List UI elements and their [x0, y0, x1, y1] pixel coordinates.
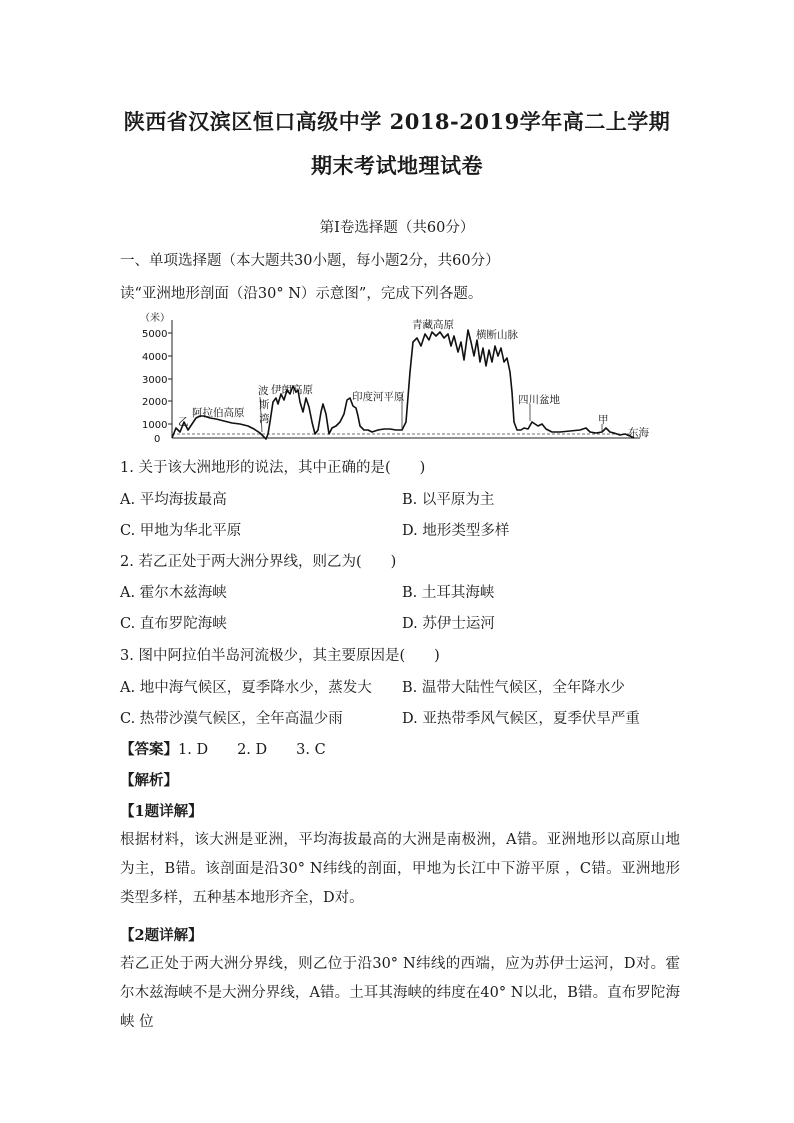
terrain-profile-line — [172, 330, 634, 439]
label-hengduan: 横断山脉 — [476, 329, 518, 341]
question-3-option-c: C. 热带沙漠气候区，全年高温少雨 — [120, 711, 343, 727]
analysis-label: 【解析】 — [120, 772, 178, 789]
question-1-option-d: D. 地形类型多样 — [402, 523, 510, 539]
label-yi: 乙 — [178, 416, 189, 428]
y-tick-label-0: 0 — [154, 434, 161, 445]
answer-line — [120, 738, 326, 759]
question-1-option-c: C. 甲地为华北平原 — [120, 523, 242, 539]
q1-detail-heading: 【1题详解】 — [120, 803, 203, 820]
label-yilang: 伊朗高原 — [271, 384, 313, 396]
label-alabo: 阿拉伯高原 — [192, 407, 245, 419]
question-3-option-a: A. 地中海气候区，夏季降水少，蒸发大 — [120, 680, 372, 696]
question-2-option-b: B. 土耳其海峡 — [402, 585, 495, 601]
answer-text: 1. D 2. D 3. C — [178, 742, 326, 758]
label-qingzang: 青藏高原 — [412, 319, 454, 331]
label-donghai: 东海 — [628, 427, 649, 439]
question-2-option-c: C. 直布罗陀海峡 — [120, 616, 227, 632]
y-tick-label-2000: 2000 — [142, 397, 168, 408]
y-tick-label-3000: 3000 — [142, 375, 168, 386]
question-3-option-d: D. 亚热带季风气候区，夏季伏旱严重 — [402, 711, 640, 727]
y-tick-label-1000: 1000 — [142, 420, 168, 431]
terrain-profile-figure — [140, 312, 660, 447]
y-unit-label: （米） — [140, 313, 170, 324]
q2-detail-heading: 【2题详解】 — [120, 927, 203, 944]
question-2-option-d: D. 苏伊士运河 — [402, 616, 495, 632]
label-bosi-2: 斯 — [259, 399, 270, 411]
question-1-option-b: B. 以平原为主 — [402, 492, 495, 508]
figure-intro: 读“亚洲地形剖面（沿30° N）示意图”，完成下列各题。 — [120, 286, 483, 302]
part-title: 一、单项选择题（本大题共30小题，每小题2分，共60分） — [120, 253, 500, 269]
q1-detail-body: 根据材料，该大洲是亚洲，平均海拔最高的大洲是南极洲，A错。亚洲地形以高原山地为主，B错。该剖面是沿30° N纬线的剖面，甲地为长江中下游平原 ，C错。亚洲地形类型多样，五种基本地形齐全，D对。 — [120, 832, 680, 906]
label-bosi-3: 湾 — [259, 413, 270, 425]
terrain-profile-svg — [140, 312, 660, 447]
label-sichuan: 四川盆地 — [518, 394, 560, 406]
question-1-option-a: A. 平均海拔最高 — [120, 492, 227, 508]
y-tick-label-5000: 5000 — [142, 329, 168, 340]
answer-label: 【答案】 — [120, 741, 178, 758]
y-tick-label-4000: 4000 — [142, 352, 168, 363]
volume-title: 第Ⅰ卷选择题（共60分） — [319, 220, 475, 236]
exam-title-line1: 陕西省汉滨区恒口高级中学 2018-2019学年高二上学期 — [123, 109, 671, 134]
question-3-option-b: B. 温带大陆性气候区，全年降水少 — [402, 680, 625, 696]
question-2-stem: 2. 若乙正处于两大洲分界线，则乙为( ) — [120, 554, 397, 570]
q2-detail-body: 若乙正处于两大洲分界线，则乙位于沿30° N纬线的西端，应为苏伊士运河，D对。霍尔木兹海峡不是大洲分界线，A错。土耳其海峡的纬度在40° N以北，B错。直布罗陀海峡 位 — [120, 956, 680, 1030]
question-3-stem: 3. 图中阿拉伯半岛河流极少，其主要原因是( ) — [120, 648, 440, 664]
label-yindu: 印度河平原 — [352, 391, 405, 403]
exam-title-line2: 期末考试地理试卷 — [311, 153, 483, 178]
label-jia: 甲 — [598, 414, 609, 426]
question-2-option-a: A. 霍尔木兹海峡 — [120, 585, 227, 601]
question-1-stem: 1. 关于该大洲地形的说法，其中正确的是( ) — [120, 460, 426, 476]
label-bosi-1: 波 — [258, 385, 269, 397]
